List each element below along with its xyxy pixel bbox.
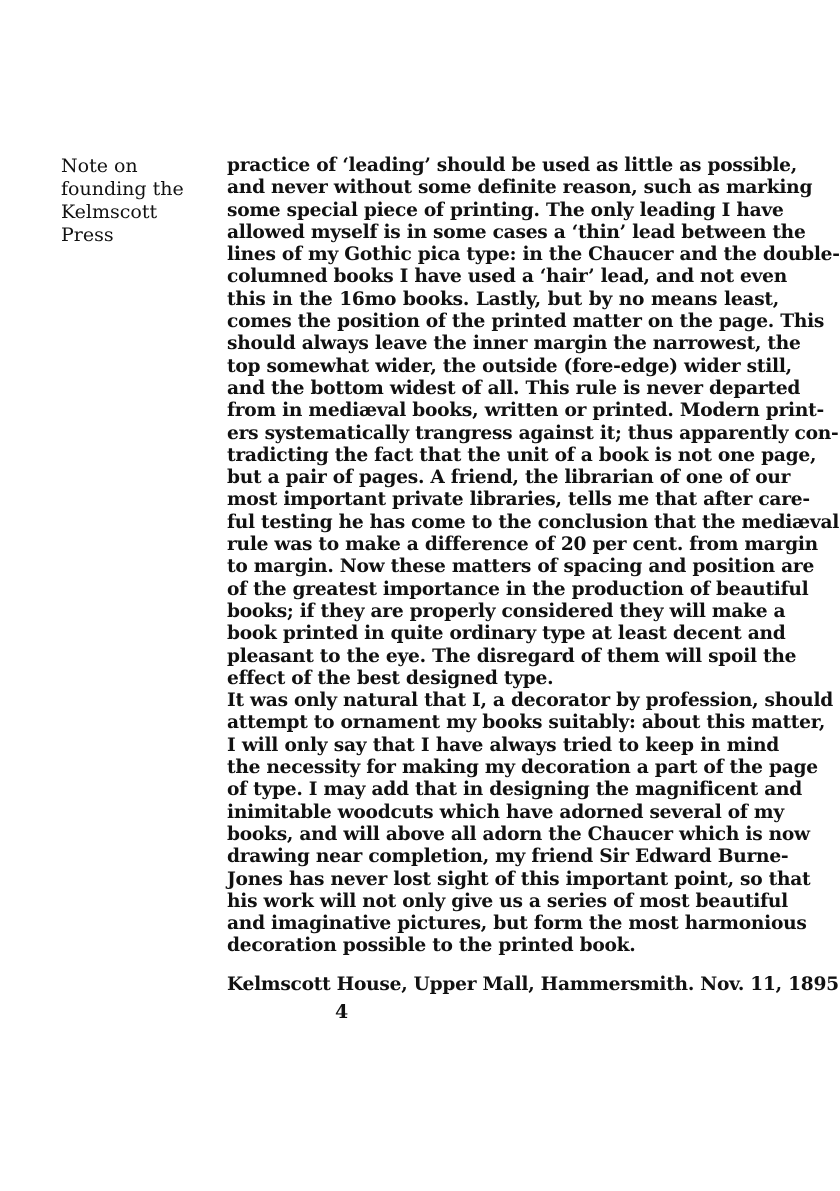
margin-note-line: founding the: [61, 178, 184, 200]
body-line: tradicting the fact that the unit of a book is not one page,: [227, 444, 817, 466]
margin-note: [61, 155, 211, 247]
body-line: and imaginative pictures, but form the most harmonious: [227, 913, 807, 935]
body-line: Jones has never lost sight of this important point, so that: [227, 868, 811, 890]
body-line: columned books I have used a ‘hair’ lead, and not even: [227, 266, 788, 288]
body-line: allowed myself is in some cases a ‘thin’ lead between the: [227, 221, 806, 243]
body-line: from in mediæval books, written or printed. Modern print-: [227, 400, 824, 422]
body-line: It was only natural that I, a decorator by profession, should: [227, 690, 834, 712]
body-line: some special piece of printing. The only leading I have: [227, 199, 784, 221]
body-line: inimitable woodcuts which have adorned several of my: [227, 801, 784, 823]
body-line: lines of my Gothic pica type: in the Chaucer and the double-: [227, 244, 840, 266]
body-line: his work will not only give us a series of most beautiful: [227, 890, 788, 912]
body-line: book printed in quite ordinary type at least decent and: [227, 623, 786, 645]
body-line: books, and will above all adorn the Chaucer which is now: [227, 823, 810, 845]
body-line: the necessity for making my decoration a part of the page: [227, 757, 818, 779]
page-number: 4: [335, 1001, 349, 1023]
body-line: books; if they are properly considered they will make a: [227, 600, 786, 622]
body-line: ful testing he has come to the conclusion that the mediæval: [227, 511, 840, 533]
margin-note-line: Note on: [61, 155, 138, 177]
body-line: practice of ‘leading’ should be used as little as possible,: [227, 155, 797, 176]
body-line: of the greatest importance in the production of beautiful: [227, 578, 809, 600]
body-line: should always leave the inner margin the narrowest, the: [227, 333, 801, 355]
body-line: attempt to ornament my books suitably: about this matter,: [227, 712, 826, 734]
signature-line: Kelmscott House, Upper Mall, Hammersmith. Nov. 11, 1895: [227, 974, 839, 995]
body-line: of type. I may add that in designing the magnificent and: [227, 779, 803, 801]
body-line: pleasant to the eye. The disregard of them will spoil the: [227, 645, 797, 667]
body-line: ers systematically trangress against it; thus apparently con-: [227, 422, 839, 444]
body-line: decoration possible to the printed book.: [227, 935, 636, 957]
margin-note-line: Press: [61, 224, 114, 246]
body-line: and the bottom widest of all. This rule is never departed: [227, 377, 801, 399]
body-line: comes the position of the printed matter on the page. This: [227, 311, 825, 333]
body-line: top somewhat wider, the outside (fore-edge) wider still,: [227, 355, 792, 377]
body-line: drawing near completion, my friend Sir Edward Burne-: [227, 846, 789, 868]
body-line: this in the 16mo books. Lastly, but by no means least,: [227, 288, 779, 310]
body-line: most important private libraries, tells me that after care-: [227, 489, 810, 511]
body-line: effect of the best designed type.: [227, 667, 554, 689]
body-line: and never without some definite reason, such as marking: [227, 177, 813, 199]
body-line: but a pair of pages. A friend, the librarian of one of our: [227, 467, 791, 489]
body-line: to margin. Now these matters of spacing and position are: [227, 556, 815, 578]
body-line: rule was to make a difference of 20 per cent. from margin: [227, 534, 818, 556]
body-line: I will only say that I have always tried to keep in mind: [227, 734, 779, 756]
body-text: [227, 155, 840, 958]
margin-note-line: Kelmscott: [61, 201, 158, 223]
